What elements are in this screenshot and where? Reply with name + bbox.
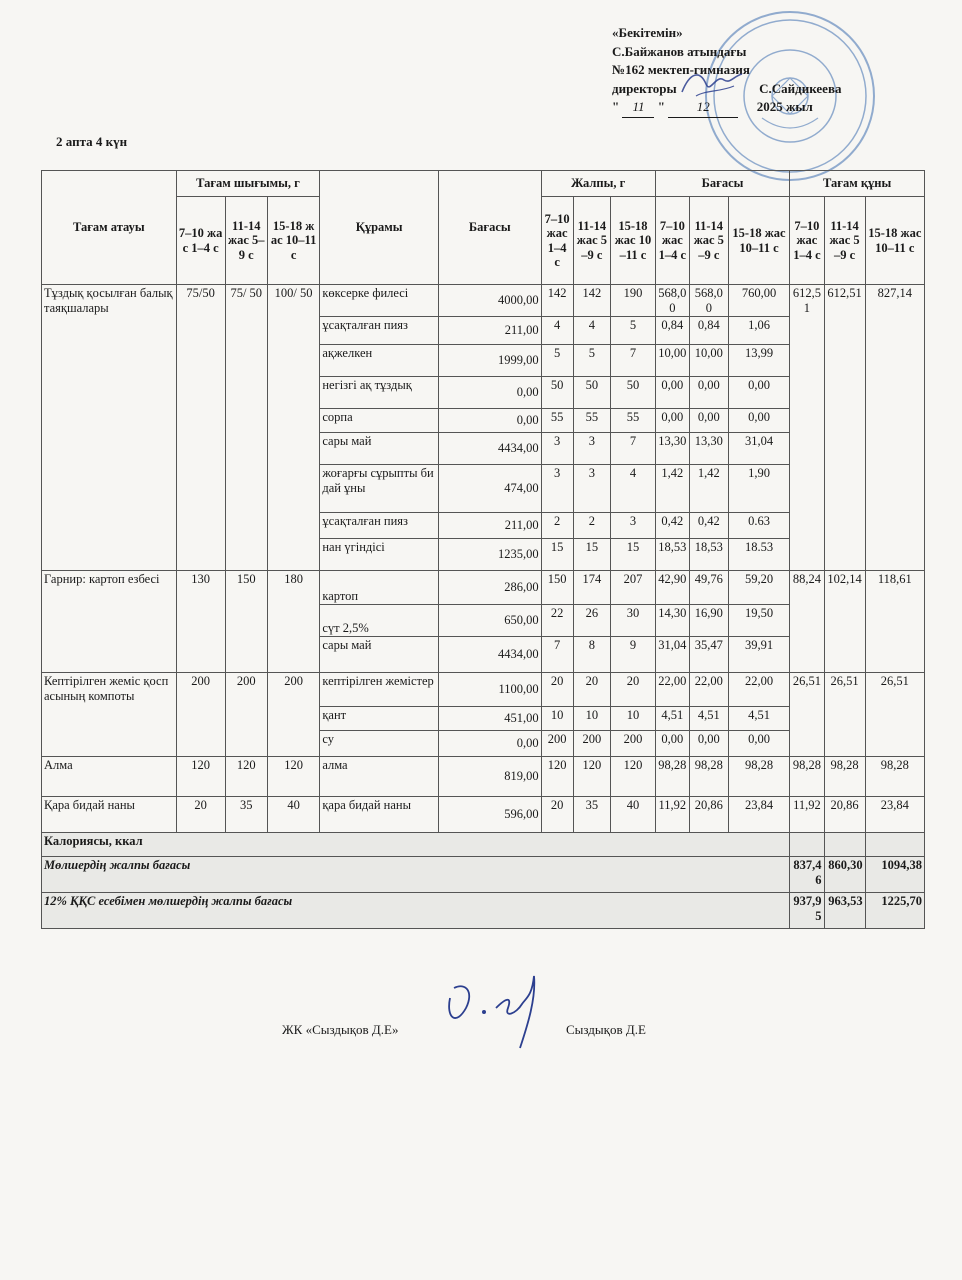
- contractor-signature: [436, 968, 556, 1052]
- ingredient-cost: 22,00: [689, 673, 728, 707]
- vat-cost-label: 12% ҚҚС есебімен мөлшердің жалпы бағасы: [42, 893, 790, 929]
- ingredient-name: нан үгіндісі: [320, 539, 439, 571]
- ingredient-grams: 200: [611, 731, 656, 757]
- ingredient-price: 1999,00: [438, 345, 541, 377]
- header-dish-name: Тағам атауы: [42, 171, 177, 285]
- vat-cost-value: 1225,70: [865, 893, 924, 929]
- ingredient-grams: 2: [573, 513, 611, 539]
- total-cost-label: Мөлшердің жалпы бағасы: [42, 857, 790, 893]
- ingredient-grams: 5: [541, 345, 573, 377]
- ingredient-name: сүт 2,5%: [320, 605, 439, 637]
- ingredient-grams: 3: [541, 433, 573, 465]
- ingredient-grams: 15: [611, 539, 656, 571]
- ingredient-cost: 35,47: [689, 637, 728, 673]
- ingredient-price: 596,00: [438, 797, 541, 833]
- ingredient-grams: 15: [541, 539, 573, 571]
- calories-cell: [824, 833, 865, 857]
- menu-body: [42, 285, 925, 833]
- ingredient-price: 4000,00: [438, 285, 541, 317]
- ingredient-cost: 13,30: [689, 433, 728, 465]
- header-age: 7–10 жас 1–4 с: [176, 197, 225, 285]
- ingredient-grams: 40: [611, 797, 656, 833]
- ingredient-grams: 150: [541, 571, 573, 605]
- ingredient-cost: 22,00: [655, 673, 689, 707]
- approval-date-month: 12: [668, 98, 738, 118]
- dish-cost: 23,84: [865, 797, 924, 833]
- ingredient-cost: 14,30: [655, 605, 689, 637]
- dish-cost: 11,92: [790, 797, 824, 833]
- ingredient-name: су: [320, 731, 439, 757]
- dish-yield: 120: [225, 757, 267, 797]
- ingredient-grams: 5: [573, 345, 611, 377]
- ingredient-grams: 9: [611, 637, 656, 673]
- dish-yield: 130: [176, 571, 225, 673]
- ingredient-price: 4434,00: [438, 637, 541, 673]
- footer-signatory: Сыздықов Д.Е: [566, 1022, 646, 1037]
- ingredient-grams: 142: [541, 285, 573, 317]
- ingredient-cost: 18,53: [655, 539, 689, 571]
- approval-director-line: [612, 80, 912, 99]
- dish-cost: 118,61: [865, 571, 924, 673]
- ingredient-grams: 20: [611, 673, 656, 707]
- dish-yield: 120: [267, 757, 319, 797]
- ingredient-grams: 15: [573, 539, 611, 571]
- ingredient-name: көксерке филесі: [320, 285, 439, 317]
- ingredient-name: ұсақталған пияз: [320, 317, 439, 345]
- approval-block: [612, 24, 912, 118]
- header-composition: Құрамы: [320, 171, 439, 285]
- ingredient-cost: 760,00: [728, 285, 790, 317]
- dish-cost: 612,51: [790, 285, 824, 571]
- approval-school-number: №162 мектеп-гимназия: [612, 62, 750, 77]
- ingredient-grams: 4: [611, 465, 656, 513]
- ingredient-grams: 8: [573, 637, 611, 673]
- ingredient-price: 0,00: [438, 377, 541, 409]
- ingredient-cost: 0,00: [655, 377, 689, 409]
- ingredient-cost: 98,28: [655, 757, 689, 797]
- dish-name: Қара бидай наны: [42, 797, 177, 833]
- calories-cell: [790, 833, 824, 857]
- ingredient-grams: 120: [611, 757, 656, 797]
- ingredient-name: сары май: [320, 433, 439, 465]
- ingredient-cost: 0,84: [655, 317, 689, 345]
- ingredient-cost: 98,28: [689, 757, 728, 797]
- ingredient-grams: 3: [573, 465, 611, 513]
- ingredient-name: кептірілген жемістер: [320, 673, 439, 707]
- ingredient-cost: 1,90: [728, 465, 790, 513]
- ingredient-price: 0,00: [438, 409, 541, 433]
- dish-name: Кептірілген жеміс қоспасының компоты: [42, 673, 177, 757]
- ingredient-grams: 7: [611, 345, 656, 377]
- dish-cost: 88,24: [790, 571, 824, 673]
- dish-cost: 827,14: [865, 285, 924, 571]
- ingredient-cost: 0,00: [728, 377, 790, 409]
- date-quote-open: ": [612, 99, 620, 114]
- ingredient-name: ұсақталған пияз: [320, 513, 439, 539]
- ingredient-cost: 42,90: [655, 571, 689, 605]
- ingredient-cost: 1,42: [689, 465, 728, 513]
- ingredient-cost: 98,28: [728, 757, 790, 797]
- ingredient-cost: 39,91: [728, 637, 790, 673]
- ingredient-name: жоғарғы сұрыпты бидай ұны: [320, 465, 439, 513]
- ingredient-grams: 50: [573, 377, 611, 409]
- ingredient-grams: 55: [541, 409, 573, 433]
- total-cost-value: 860,30: [824, 857, 865, 893]
- ingredient-row: [42, 757, 925, 797]
- header-age: 7–10 жас 1–4 с: [655, 197, 689, 285]
- ingredient-name: қант: [320, 707, 439, 731]
- ingredient-cost: 568,00: [689, 285, 728, 317]
- menu-table: [41, 170, 925, 929]
- ingredient-cost: 4,51: [728, 707, 790, 731]
- ingredient-name: картоп: [320, 571, 439, 605]
- ingredient-price: 474,00: [438, 465, 541, 513]
- ingredient-price: 286,00: [438, 571, 541, 605]
- ingredient-cost: 22,00: [728, 673, 790, 707]
- ingredient-grams: 50: [541, 377, 573, 409]
- dish-cost: 98,28: [790, 757, 824, 797]
- ingredient-name: негізгі ақ тұздық: [320, 377, 439, 409]
- ingredient-grams: 4: [573, 317, 611, 345]
- ingredient-cost: 13,30: [655, 433, 689, 465]
- dish-cost: 98,28: [824, 757, 865, 797]
- ingredient-name: қара бидай наны: [320, 797, 439, 833]
- ingredient-grams: 3: [573, 433, 611, 465]
- dish-name: Гарнир: картоп езбесі: [42, 571, 177, 673]
- dish-yield: 35: [225, 797, 267, 833]
- dish-cost: 26,51: [824, 673, 865, 757]
- ingredient-cost: 0.63: [728, 513, 790, 539]
- calories-label: Калориясы, ккал: [42, 833, 790, 857]
- ingredient-price: 650,00: [438, 605, 541, 637]
- ingredient-name: сорпа: [320, 409, 439, 433]
- header-age: 11-14 жас 5–9 с: [824, 197, 865, 285]
- dish-yield: 150: [225, 571, 267, 673]
- ingredient-grams: 20: [573, 673, 611, 707]
- ingredient-name: ақжелкен: [320, 345, 439, 377]
- ingredient-price: 451,00: [438, 707, 541, 731]
- header-dish-cost: Тағам құны: [790, 171, 925, 197]
- header-row-top: [42, 171, 925, 197]
- ingredient-cost: 0,42: [689, 513, 728, 539]
- total-cost-value: 1094,38: [865, 857, 924, 893]
- ingredient-grams: 142: [573, 285, 611, 317]
- vat-cost-value: 937,95: [790, 893, 824, 929]
- ingredient-cost: 0,00: [728, 731, 790, 757]
- dish-name: Тұздық қосылған балық таяқшалары: [42, 285, 177, 571]
- footer-company: ЖК «Сыздықов Д.Е»: [282, 1022, 399, 1037]
- ingredient-grams: 200: [541, 731, 573, 757]
- ingredient-grams: 20: [541, 797, 573, 833]
- header-cost: Бағасы: [655, 171, 790, 197]
- ingredient-row: [42, 797, 925, 833]
- approval-title: «Бекітемін»: [612, 25, 683, 40]
- ingredient-cost: 568,00: [655, 285, 689, 317]
- ingredient-cost: 16,90: [689, 605, 728, 637]
- ingredient-cost: 19,50: [728, 605, 790, 637]
- ingredient-price: 211,00: [438, 317, 541, 345]
- ingredient-price: 1100,00: [438, 673, 541, 707]
- ingredient-grams: 7: [541, 637, 573, 673]
- ingredient-cost: 20,86: [689, 797, 728, 833]
- header-age: 7–10 жас 1–4 с: [541, 197, 573, 285]
- ingredient-cost: 0,84: [689, 317, 728, 345]
- dish-yield: 75/ 50: [225, 285, 267, 571]
- ingredient-grams: 207: [611, 571, 656, 605]
- dish-yield: 180: [267, 571, 319, 673]
- ingredient-grams: 30: [611, 605, 656, 637]
- vat-cost-value: 963,53: [824, 893, 865, 929]
- ingredient-cost: 0,00: [728, 409, 790, 433]
- header-age: 11-14 жас 5–9 с: [225, 197, 267, 285]
- director-signature: [676, 62, 746, 112]
- ingredient-cost: 4,51: [689, 707, 728, 731]
- ingredient-grams: 174: [573, 571, 611, 605]
- ingredient-name: сары май: [320, 637, 439, 673]
- approval-director-name: С.Сайдикеева: [759, 80, 842, 96]
- ingredient-row: [42, 571, 925, 605]
- ingredient-cost: 0,00: [689, 377, 728, 409]
- approval-date-year: 2025 жыл: [756, 99, 813, 114]
- ingredient-cost: 0,00: [655, 409, 689, 433]
- ingredient-cost: 31,04: [655, 637, 689, 673]
- ingredient-row: [42, 673, 925, 707]
- ingredient-grams: 5: [611, 317, 656, 345]
- ingredient-cost: 0,42: [655, 513, 689, 539]
- date-quote-close: ": [657, 99, 665, 114]
- dish-yield: 200: [225, 673, 267, 757]
- dish-cost: 26,51: [790, 673, 824, 757]
- header-age: 11-14 жас 5–9 с: [573, 197, 611, 285]
- dish-cost: 26,51: [865, 673, 924, 757]
- calories-row: [42, 833, 925, 857]
- dish-yield: 20: [176, 797, 225, 833]
- ingredient-cost: 1,42: [655, 465, 689, 513]
- ingredient-cost: 23,84: [728, 797, 790, 833]
- vat-cost-row: [42, 893, 925, 929]
- ingredient-grams: 22: [541, 605, 573, 637]
- ingredient-grams: 35: [573, 797, 611, 833]
- header-age: 15-18 жас 10–11 с: [728, 197, 790, 285]
- header-price: Бағасы: [438, 171, 541, 285]
- ingredient-grams: 120: [541, 757, 573, 797]
- ingredient-price: 1235,00: [438, 539, 541, 571]
- header-age: 7–10 жас 1–4 с: [790, 197, 824, 285]
- ingredient-price: 819,00: [438, 757, 541, 797]
- ingredient-price: 4434,00: [438, 433, 541, 465]
- header-age: 15-18 жас 10–11 с: [865, 197, 924, 285]
- ingredient-cost: 49,76: [689, 571, 728, 605]
- ingredient-cost: 59,20: [728, 571, 790, 605]
- ingredient-cost: 18.53: [728, 539, 790, 571]
- ingredient-grams: 3: [611, 513, 656, 539]
- ingredient-cost: 13,99: [728, 345, 790, 377]
- dish-cost: 102,14: [824, 571, 865, 673]
- ingredient-grams: 3: [541, 465, 573, 513]
- dish-name: Алма: [42, 757, 177, 797]
- approval-director-label: директоры: [612, 80, 677, 96]
- header-yield: Тағам шығымы, г: [176, 171, 320, 197]
- dish-cost: 98,28: [865, 757, 924, 797]
- ingredient-grams: 120: [573, 757, 611, 797]
- dish-yield: 200: [267, 673, 319, 757]
- ingredient-grams: 7: [611, 433, 656, 465]
- total-cost-row: [42, 857, 925, 893]
- ingredient-cost: 10,00: [655, 345, 689, 377]
- ingredient-cost: 1,06: [728, 317, 790, 345]
- dish-yield: 100/ 50: [267, 285, 319, 571]
- ingredient-cost: 11,92: [655, 797, 689, 833]
- ingredient-cost: 0,00: [689, 731, 728, 757]
- ingredient-grams: 20: [541, 673, 573, 707]
- total-cost-value: 837,46: [790, 857, 824, 893]
- ingredient-grams: 10: [573, 707, 611, 731]
- ingredient-price: 211,00: [438, 513, 541, 539]
- approval-date-line: [612, 98, 912, 118]
- ingredient-grams: 26: [573, 605, 611, 637]
- ingredient-grams: 55: [573, 409, 611, 433]
- ingredient-cost: 10,00: [689, 345, 728, 377]
- calories-cell: [865, 833, 924, 857]
- ingredient-price: 0,00: [438, 731, 541, 757]
- ingredient-cost: 0,00: [655, 731, 689, 757]
- ingredient-grams: 55: [611, 409, 656, 433]
- ingredient-cost: 0,00: [689, 409, 728, 433]
- ingredient-name: алма: [320, 757, 439, 797]
- week-day-label: 2 апта 4 күн: [56, 134, 128, 149]
- ingredient-grams: 50: [611, 377, 656, 409]
- approval-school-line: С.Байжанов атындағы: [612, 43, 747, 59]
- dish-yield: 120: [176, 757, 225, 797]
- header-age: 11-14 жас 5–9 с: [689, 197, 728, 285]
- header-age: 15-18 жас 10–11 с: [611, 197, 656, 285]
- dish-cost: 612,51: [824, 285, 865, 571]
- ingredient-cost: 31,04: [728, 433, 790, 465]
- dish-cost: 20,86: [824, 797, 865, 833]
- header-age: 15-18 жас 10–11 с: [267, 197, 319, 285]
- ingredient-cost: 4,51: [655, 707, 689, 731]
- ingredient-grams: 4: [541, 317, 573, 345]
- ingredient-grams: 2: [541, 513, 573, 539]
- ingredient-grams: 200: [573, 731, 611, 757]
- ingredient-grams: 10: [611, 707, 656, 731]
- dish-yield: 200: [176, 673, 225, 757]
- dish-yield: 40: [267, 797, 319, 833]
- header-total-grams: Жалпы, г: [541, 171, 655, 197]
- ingredient-grams: 10: [541, 707, 573, 731]
- ingredient-grams: 190: [611, 285, 656, 317]
- dish-yield: 75/50: [176, 285, 225, 571]
- ingredient-row: [42, 285, 925, 317]
- ingredient-cost: 18,53: [689, 539, 728, 571]
- approval-date-day: 11: [622, 98, 654, 118]
